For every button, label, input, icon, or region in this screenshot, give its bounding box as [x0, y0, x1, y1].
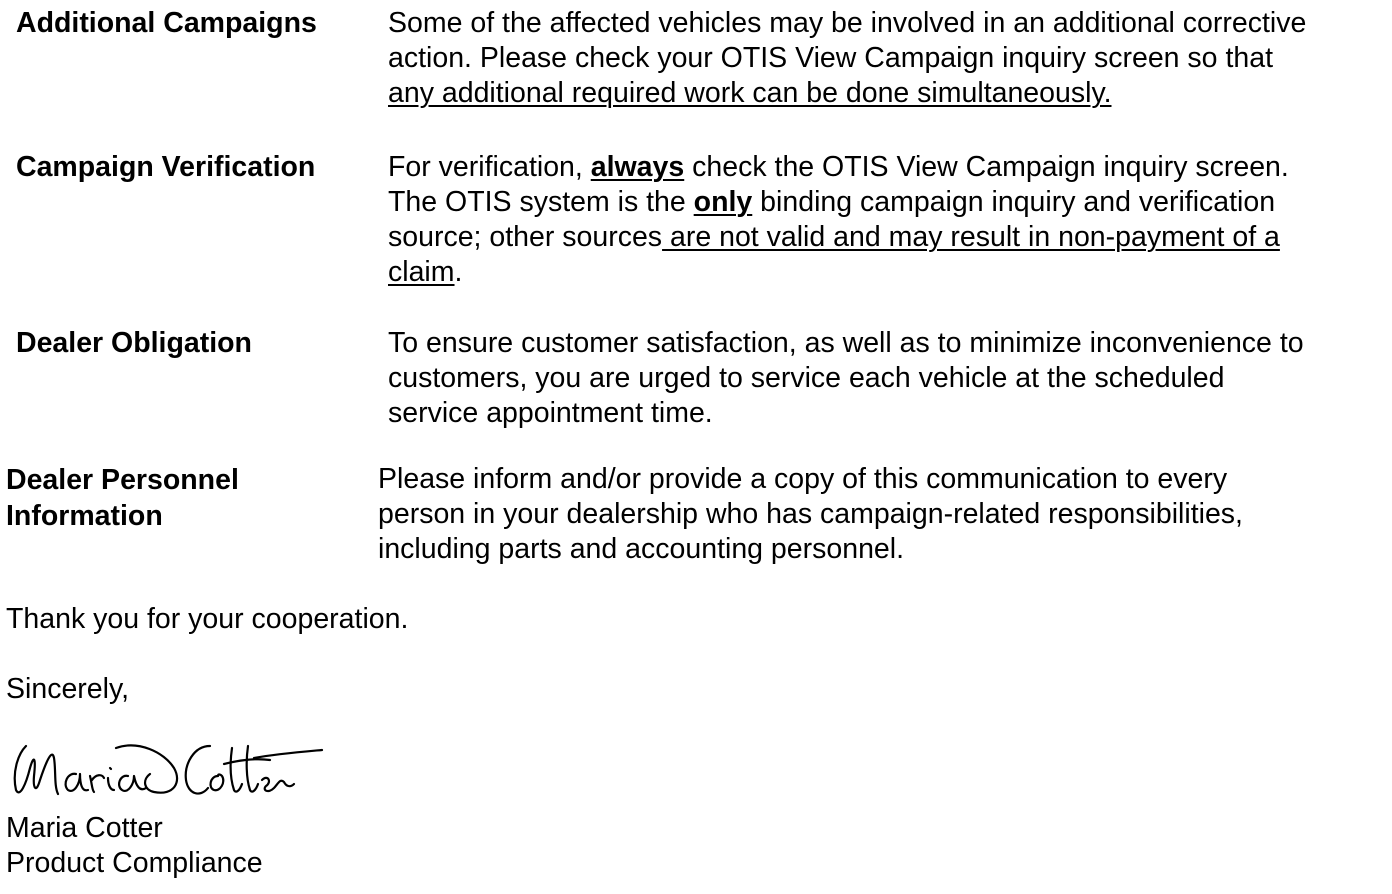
body-line — [388, 150, 1388, 185]
underlined-run: are not valid and may result in non-payment of a — [662, 221, 1280, 253]
text-run: check the OTIS View Campaign inquiry screen. — [684, 151, 1289, 183]
section-body — [388, 6, 1388, 111]
body-line — [388, 255, 1388, 290]
text-run: The OTIS system is the — [388, 186, 694, 218]
body-line — [388, 185, 1388, 220]
underlined-run: claim — [388, 256, 455, 288]
body-line: Some of the affected vehicles may be involved in an additional corrective — [388, 7, 1307, 39]
section-heading: Campaign Verification — [16, 151, 316, 183]
section-body — [388, 326, 1388, 431]
section-heading: Additional Campaigns — [16, 7, 317, 39]
body-line: including parts and accounting personnel. — [378, 533, 905, 565]
text-run: . — [454, 256, 463, 288]
body-line: service appointment time. — [388, 397, 713, 429]
text-run: For verification, — [388, 151, 591, 183]
section-body — [388, 150, 1388, 290]
signer-title: Product Compliance — [6, 847, 263, 879]
emphasis-only: only — [693, 186, 753, 218]
heading-line: Information — [6, 500, 163, 532]
emphasis-always: always — [590, 151, 685, 183]
body-line: customers, you are urged to service each vehicle at the scheduled — [388, 362, 1225, 394]
text-run: binding campaign inquiry and verification — [752, 186, 1276, 218]
signer-name: Maria Cotter — [6, 812, 163, 844]
signature-image — [4, 728, 324, 806]
body-line: action. Please check your OTIS View Campaign inquiry screen so that — [388, 42, 1273, 74]
heading-line: Dealer Personnel — [6, 464, 239, 496]
body-line: person in your dealership who has campaign-related responsibilities, — [378, 498, 1243, 530]
section-body — [378, 462, 1378, 567]
closing-sincerely: Sincerely, — [6, 673, 130, 705]
closing-thanks: Thank you for your cooperation. — [6, 603, 409, 635]
section-heading — [6, 462, 239, 534]
body-line-underlined: any additional required work can be done simultaneously. — [388, 77, 1112, 109]
body-line: To ensure customer satisfaction, as well as to minimize inconvenience to — [388, 327, 1304, 359]
body-line — [388, 220, 1388, 255]
body-line: Please inform and/or provide a copy of this communication to every — [378, 463, 1228, 495]
section-heading: Dealer Obligation — [16, 327, 252, 359]
text-run: source; other sources — [388, 221, 663, 253]
